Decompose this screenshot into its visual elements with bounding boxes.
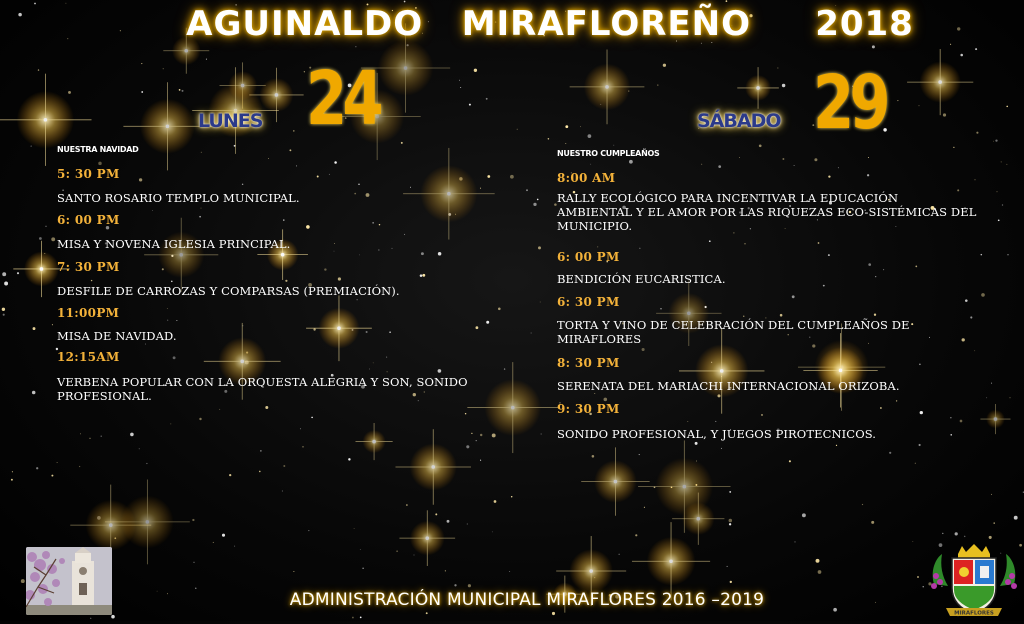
page-title: AGUINALDO MIRAFLOREÑO 2018 — [186, 4, 914, 44]
event-description: TORTA Y VINO DE CELEBRACIÓN DEL CUMPLEAÑOS DE MIRAFLORES — [557, 318, 910, 346]
subtitle-birthday: NUESTRO CUMPLEAÑOS — [557, 149, 660, 158]
footer-administration: ADMINISTRACIÓN MUNICIPAL MIRAFLORES 2016 –2019 — [289, 590, 765, 610]
event-time: 5: 30 PM — [57, 167, 120, 181]
date-24: 24 — [306, 56, 379, 142]
event-time: 6: 00 PM — [57, 213, 120, 227]
event-description: MISA Y NOVENA IGLESIA PRINCIPAL. — [57, 237, 291, 251]
event-time: 11:00PM — [57, 306, 120, 320]
date-29: 29 — [813, 60, 886, 146]
event-description: MISA DE NAVIDAD. — [57, 329, 177, 343]
event-time: 8: 30 PM — [557, 356, 620, 370]
event-time: 12:15AM — [57, 350, 120, 364]
event-time: 6: 30 PM — [557, 295, 620, 309]
event-description: DESFILE DE CARROZAS Y COMPARSAS (PREMIACIÓN). — [57, 284, 400, 298]
event-time: 9: 30 PM — [557, 402, 620, 416]
event-description: SERENATA DEL MARIACHI INTERNACIONAL ORIZOBA. — [557, 379, 900, 393]
event-description: VERBENA POPULAR CON LA ORQUESTA ALEGRIA Y SON, SONIDO PROFESIONAL. — [57, 375, 468, 403]
event-description: SANTO ROSARIO TEMPLO MUNICIPAL. — [57, 191, 300, 205]
crest-label: MIRAFLORES — [954, 610, 994, 617]
weekday-monday: LUNES — [198, 110, 263, 132]
subtitle-christmas: NUESTRA NAVIDAD — [57, 145, 139, 154]
event-description: RALLY ECOLÓGICO PARA INCENTIVAR LA EDUCACIÓN AMBIENTAL Y EL AMOR POR LAS RIQUEZAS ECO-SISTÉMICAS DEL MUNICIPIO. — [557, 191, 977, 233]
event-time: 8:00 AM — [557, 171, 616, 185]
event-time: 6: 00 PM — [557, 250, 620, 264]
event-time: 7: 30 PM — [57, 260, 120, 274]
event-description: SONIDO PROFESIONAL, Y JUEGOS PIROTECNICOS. — [557, 427, 877, 441]
event-description: BENDICIÓN EUCARISTICA. — [557, 272, 726, 286]
weekday-saturday: SÁBADO — [697, 110, 781, 132]
